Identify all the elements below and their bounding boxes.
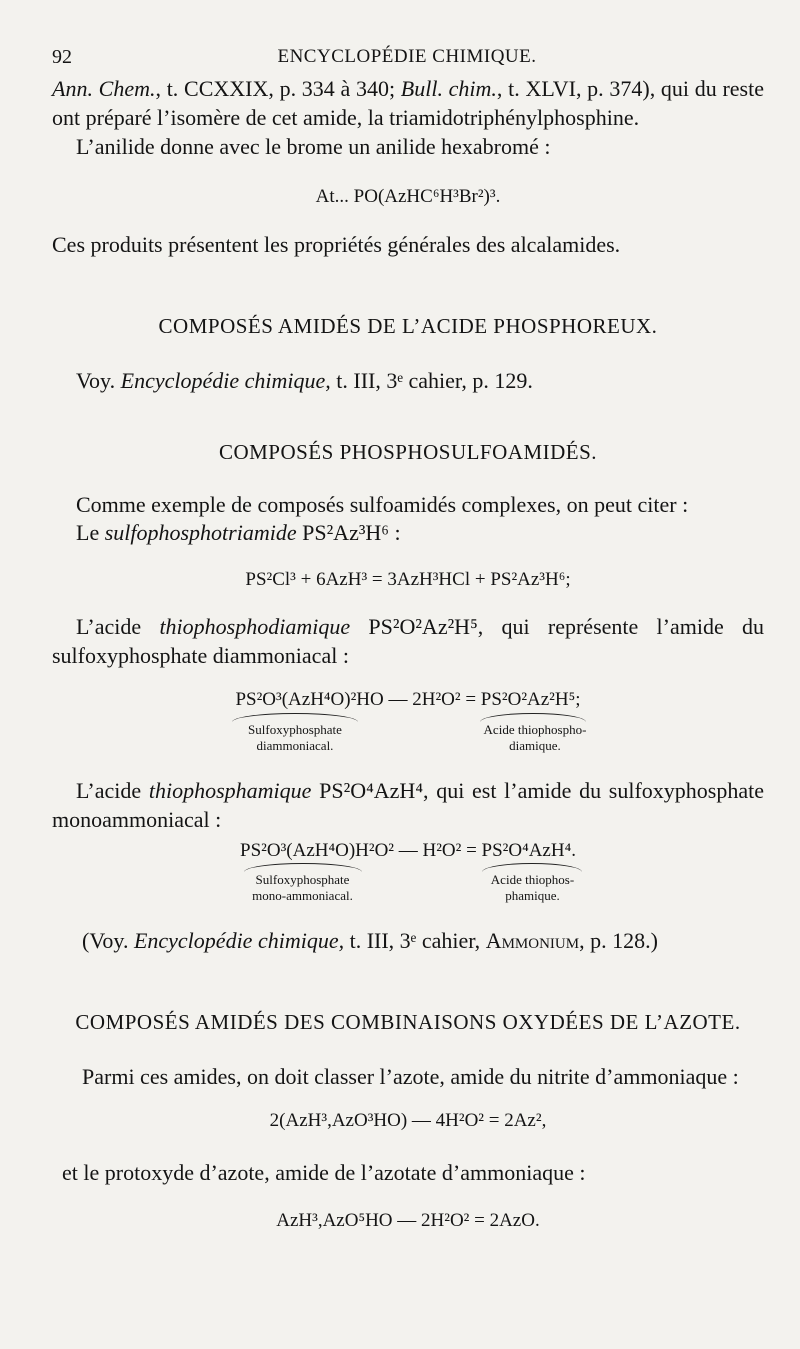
equation-5: AzH³,AzO⁵HO — 2H²O² = 2AzO. [276, 1210, 540, 1231]
caption-sulfoxyphosphate-monoammoniacal: Sulfoxyphosphate mono-ammoniacal. [252, 872, 353, 903]
equation-4: 2(AzH³,AzO³HO) — 4H²O² = 2Az², [269, 1110, 547, 1131]
reference-journal-2: Bull. chim. [400, 76, 497, 101]
intro-paragraph: Ann. Chem., t. CCXXIX, p. 334 à 340; Bull. chim., t. XLVI, p. 374), qui du reste ont préparé l’isomère de cet amide, la triamidotriphénylphosphine. [52, 76, 764, 130]
example-paragraph: Comme exemple de composés sulfoamidés complexes, on peut citer : [76, 492, 689, 517]
section-title-phosphoreux: COMPOSÉS AMIDÉS DE L’ACIDE PHOSPHOREUX. [158, 314, 658, 338]
properties-paragraph: Ces produits présentent les propriétés générales des alcalamides. [52, 232, 621, 257]
thiophosphamique-paragraph: L’acide thiophosphamique PS²O⁴AzH⁴, qui est l’amide du sulfoxyphosphate monoammoniacal : [52, 778, 765, 832]
brace-left-eq2 [232, 713, 358, 722]
parmi-paragraph: Parmi ces amides, on doit classer l’azote, amide du nitrite d’ammoniaque : [82, 1064, 739, 1089]
page-header [52, 46, 762, 72]
section-title-azote: COMPOSÉS AMIDÉS DES COMBINAISONS OXYDÉES DE L’AZOTE. [75, 1010, 741, 1034]
section-title-phosphosulfo: COMPOSÉS PHOSPHOSULFOAMIDÉS. [218, 440, 598, 464]
caption-acide-thiophosphodiamique: Acide thiophospho- diamique. [483, 722, 587, 753]
sulfophosphotriamide-line: Le sulfophosphotriamide PS²Az³H⁶ : [76, 520, 401, 545]
voy-reference-1: Voy. Encyclopédie chimique, t. III, 3ᵉ cahier, p. 129. [76, 368, 533, 393]
thiophosphodiamique-paragraph: L’acide thiophosphodiamique PS²O²Az²H⁵, qui représente l’amide du sulfoxyphosphate diammoniacal : [52, 614, 765, 668]
caption-acide-thiophosphamique: Acide thiophos- phamique. [490, 872, 575, 903]
at-formula: At... PO(AzHC⁶H³Br²)³. [315, 186, 501, 207]
brace-right-eq2 [480, 713, 586, 722]
reference-journal-1: Ann. Chem. [52, 76, 156, 101]
page-number: 92 [52, 46, 72, 68]
protoxyde-paragraph: et le protoxyde d’azote, amide de l’azotate d’ammoniaque : [62, 1160, 586, 1185]
equation-2: PS²O³(AzH⁴O)²HO — 2H²O² = PS²O²Az²H⁵; [235, 689, 581, 710]
anilide-paragraph: L’anilide donne avec le brome un anilide hexabromé : [76, 134, 551, 159]
voy-reference-2: (Voy. Encyclopédie chimique, t. III, 3ᵉ cahier, Ammonium, p. 128.) [82, 928, 658, 953]
caption-sulfoxyphosphate-diammoniacal: Sulfoxyphosphate diammoniacal. [248, 722, 342, 753]
running-head: ENCYCLOPÉDIE CHIMIQUE. [277, 46, 537, 67]
equation-1: PS²Cl³ + 6AzH³ = 3AzH³HCl + PS²Az³H⁶; [245, 569, 571, 590]
brace-right-eq3 [482, 863, 582, 872]
brace-left-eq3 [244, 863, 362, 872]
equation-3: PS²O³(AzH⁴O)H²O² — H²O² = PS²O⁴AzH⁴. [240, 840, 576, 861]
